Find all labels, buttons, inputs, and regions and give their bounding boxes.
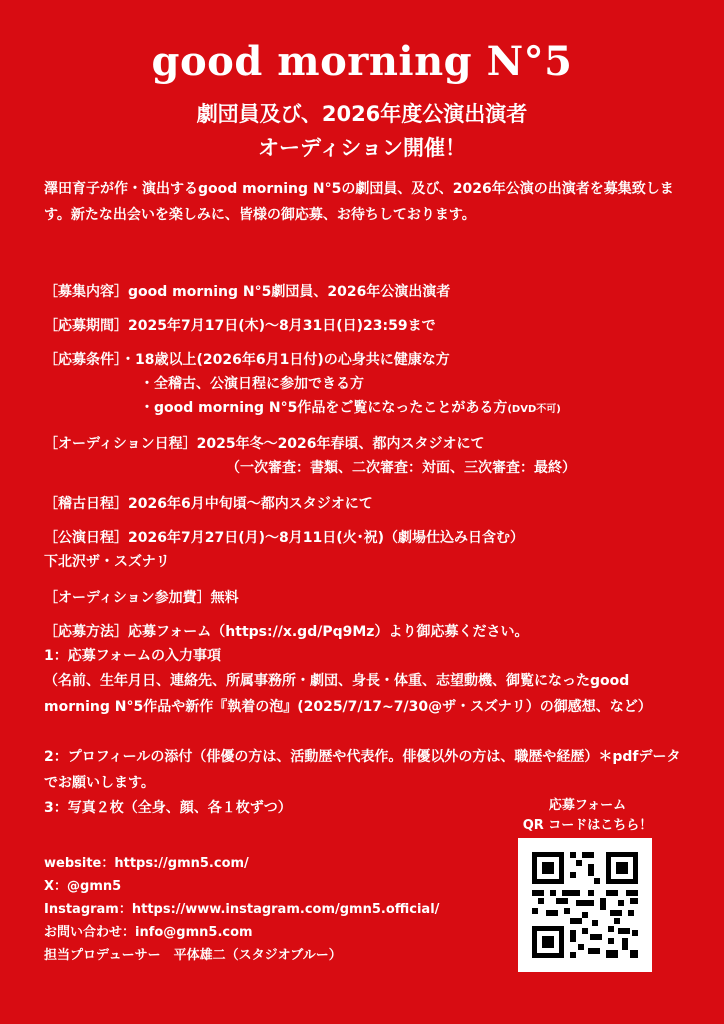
conditions-2: ・全稽古、公演日程に参加できる方 (140, 376, 364, 392)
intro-text: 澤田育子が作・演出するgood morning N°5の劇団員、及び、2026年公演の出演者を募集致します。新たな出会いを楽しみに、皆様の御応募、お待ちしております。 (44, 181, 674, 223)
performance-schedule: ［公演日程］2026年7月27日(月)〜8月11日(火･祝)（劇場仕込み日含む） (44, 530, 525, 546)
form-item-2: 2：プロフィールの添付（俳優の方は、活動歴や代表作。俳優以外の方は、職歴や経歴）＊pdfデータでお願いします。 (44, 749, 681, 791)
application-period: ［応募期間］2025年7月17日(木)〜8月31日(日)23:59まで (44, 318, 436, 334)
x-account-link[interactable]: X：@gmn5 (44, 879, 122, 894)
qr-code-image (518, 838, 652, 972)
website-link[interactable]: website：https://gmn5.com/ (44, 856, 249, 871)
conditions-1: ［応募条件］・18歳以上(2026年6月1日付)の心身共に健康な方 (44, 352, 450, 368)
qr-caption-1: 応募フォーム (548, 798, 627, 813)
subtitle-line-2: オーディション開催！ (258, 136, 466, 160)
contact-email[interactable]: お問い合わせ：info@gmn5.com (44, 925, 253, 940)
subtitle-line-1: 劇団員及び、2026年度公演出演者 (196, 102, 528, 126)
form-item-1: 1：応募フォームの入力事項 (44, 648, 222, 664)
form-item-3: 3：写真２枚（全身、顔、各１枚ずつ） (44, 800, 292, 816)
audition-schedule: ［オーディション日程］2025年冬〜2026年春頃、都内スタジオにて (44, 436, 485, 452)
venue: 下北沢ザ・スズナリ (44, 554, 170, 570)
audition-steps: （一次審査：書類、二次審査：対面、三次審査：最終） (226, 460, 576, 476)
instagram-link[interactable]: Instagram：https://www.instagram.com/gmn5.official/ (44, 902, 440, 917)
application-method: ［応募方法］応募フォーム（https://x.gd/Pq9Mz）より御応募ください。 (44, 624, 529, 640)
rehearsal-schedule: ［稽古日程］2026年6月中旬頃〜都内スタジオにて (44, 496, 373, 512)
conditions-3-text: ・good morning N°5作品をご覧になったことがある方 (140, 400, 508, 416)
audition-fee: ［オーディション参加費］無料 (44, 590, 239, 606)
qr-caption-2: QR コードはこちら！ (522, 818, 653, 833)
page-title: good morning N°5 (151, 38, 573, 85)
form-item-1-detail: （名前、生年月日、連絡先、所属事務所・劇団、身長・体重、志望動機、御覧になったgood morning N°5作品や新作『執着の泡』(2025/7/17~7/30@ザ・スズナリ）の御感想、など） (44, 673, 652, 715)
producer-credit: 担当プロデューサー 平体雄二（スタジオブルー） (44, 948, 342, 963)
recruit-info: ［募集内容］good morning N°5劇団員、2026年公演出演者 (44, 284, 451, 300)
conditions-3 (140, 398, 561, 420)
qr-code[interactable] (518, 838, 652, 972)
conditions-3-note: (DVD不可) (507, 404, 561, 415)
